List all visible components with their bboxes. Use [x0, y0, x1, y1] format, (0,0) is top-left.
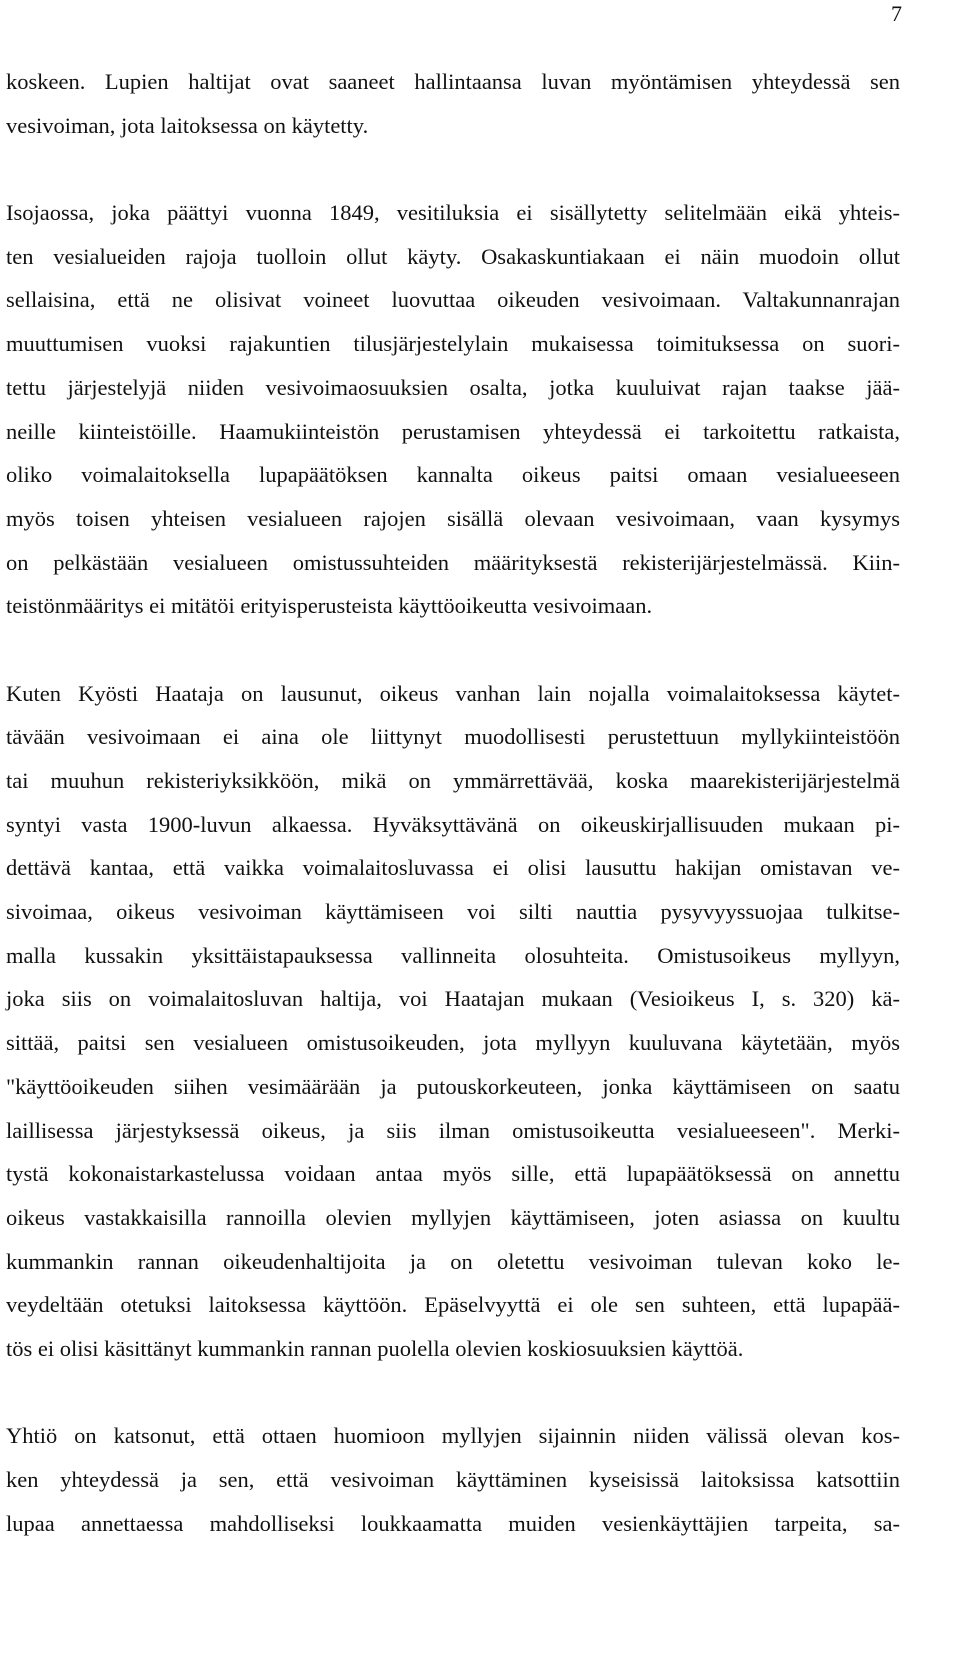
paragraph-4	[6, 1414, 900, 1545]
paragraph-spacer	[6, 1371, 900, 1415]
text-line: sivoimaa, oikeus vesivoiman käyttämiseen voi silti nauttia pysyvyyssuojaa tulkitse-	[6, 899, 900, 925]
text-line: joka siis on voimalaitosluvan haltija, voi Haatajan mukaan (Vesioikeus I, s. 320) kä-	[6, 986, 900, 1012]
text-line: sellaisina, että ne olisivat voineet luovuttaa oikeuden vesivoimaan. Valtakunnanrajan	[6, 287, 900, 313]
text-line: vesivoiman, jota laitoksessa on käytetty.	[6, 112, 369, 138]
paragraph-1	[6, 60, 900, 147]
text-line: dettävä kantaa, että vaikka voimalaitosluvassa ei olisi lausuttu hakijan omistavan ve-	[6, 855, 900, 881]
text-line: tävään vesivoimaan ei aina ole liittynyt muodollisesti perustettuun myllykiinteistöön	[6, 724, 900, 750]
text-line: ten vesialueiden rajoja tuolloin ollut käyty. Osakaskuntiakaan ei näin muodoin ollut	[6, 243, 900, 269]
text-line: myös toisen yhteisen vesialueen rajojen sisällä olevaan vesivoimaan, vaan kysymys	[6, 505, 900, 531]
text-line: veydeltään otetuksi laitoksessa käyttöön. Epäselvyyttä ei ole sen suhteen, että lupapää-	[6, 1292, 900, 1318]
text-line: "käyttöoikeuden siihen vesimäärään ja putouskorkeuteen, jonka käyttämiseen on saatu	[6, 1073, 900, 1099]
text-line: ken yhteydessä ja sen, että vesivoiman käyttäminen kyseisissä laitoksissa katsottiin	[6, 1467, 900, 1492]
text-line: teistönmääritys ei mitätöi erityisperusteista käyttöoikeutta vesivoimaan.	[6, 593, 653, 619]
paragraph-3	[6, 672, 900, 1371]
text-line: muuttumisen vuoksi rajakuntien tilusjärjestelylain mukaisessa toimituksessa on suori-	[6, 331, 900, 357]
text-line: tös ei olisi käsittänyt kummankin rannan puolella olevien koskiosuuksien käyttöä.	[6, 1335, 744, 1361]
text-line: kummankin rannan oikeudenhaltijoita ja on oletettu vesivoiman tulevan koko le-	[6, 1248, 900, 1274]
text-line: oliko voimalaitoksella lupapäätöksen kannalta oikeus paitsi omaan vesialueeseen	[6, 462, 900, 488]
page-number: 7	[891, 1, 902, 26]
body-text	[6, 60, 900, 1545]
text-line: Kuten Kyösti Haataja on lausunut, oikeus vanhan lain nojalla voimalaitoksessa käytet-	[6, 680, 900, 706]
text-line: laillisessa järjestyksessä oikeus, ja siis ilman omistusoikeutta vesialueeseen". Merki-	[6, 1117, 900, 1143]
text-line: Isojaossa, joka päättyi vuonna 1849, vesitiluksia ei sisällytetty selitelmään eikä yhteis-	[6, 200, 900, 226]
text-line: neille kiinteistöille. Haamukiinteistön perustamisen yhteydessä ei tarkoitettu ratkaista,	[6, 418, 900, 444]
text-line: syntyi vasta 1900-luvun alkaessa. Hyväksyttävänä on oikeuskirjallisuuden mukaan pi-	[6, 811, 900, 837]
text-line: sittää, paitsi sen vesialueen omistusoikeuden, jota myllyyn kuuluvana käytetään, myös	[6, 1030, 900, 1056]
text-line: Yhtiö on katsonut, että ottaen huomioon myllyjen sijainnin niiden välissä olevan kos-	[6, 1423, 900, 1449]
text-line: tystä kokonaistarkastelussa voidaan antaa myös sille, että lupapäätöksessä on annettu	[6, 1161, 900, 1187]
text-line: oikeus vastakkaisilla rannoilla olevien myllyjen käyttämiseen, joten asiassa on kuultu	[6, 1204, 900, 1230]
paragraph-2	[6, 191, 900, 628]
text-line: tai muuhun rekisteriyksikköön, mikä on ymmärrettävää, koska maarekisterijärjestelmä	[6, 768, 900, 793]
text-line: on pelkästään vesialueen omistussuhteiden määrityksestä rekisterijärjestelmässä. Kiin-	[6, 549, 900, 575]
text-line: tettu järjestelyjä niiden vesivoimaosuuksien osalta, jotka kuuluivat rajan taakse jää-	[6, 374, 900, 400]
paragraph-spacer	[6, 628, 900, 672]
text-line: koskeen. Lupien haltijat ovat saaneet hallintaansa luvan myöntämisen yhteydessä sen	[6, 69, 900, 94]
text-line: lupaa annettaessa mahdolliseksi loukkaamatta muiden vesienkäyttäjien tarpeita, sa-	[6, 1510, 900, 1536]
text-line: malla kussakin yksittäistapauksessa vallinneita olosuhteita. Omistusoikeus myllyyn,	[6, 942, 900, 968]
paragraph-spacer	[6, 147, 900, 191]
